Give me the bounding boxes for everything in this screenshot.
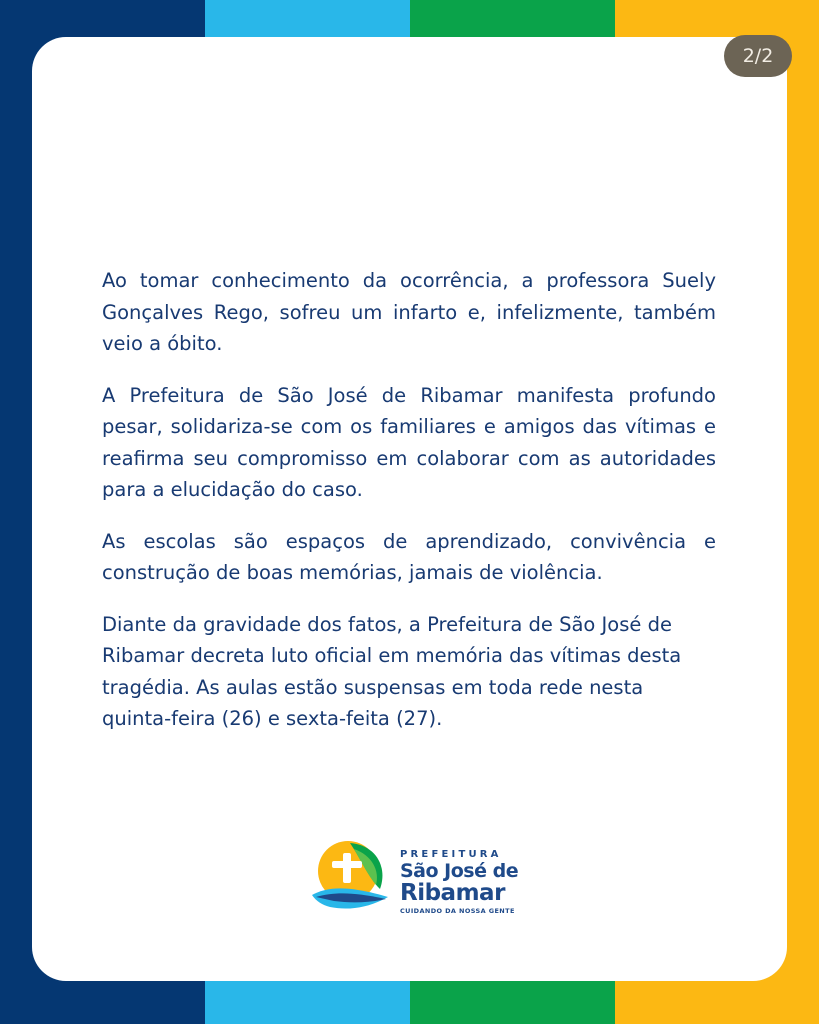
logo-wordmark (400, 849, 520, 915)
paragraph-2: A Prefeitura de São José de Ribamar manifesta profundo pesar, solidariza-se com os familiares e amigos das vítimas e reafirma seu compromisso em colaborar com as autoridades para a elucidação do caso. (102, 383, 716, 501)
logo-prefix: PREFEITURA (400, 849, 502, 860)
page-indicator-badge (724, 35, 792, 77)
logo-name-line1: São José de (400, 860, 519, 882)
content-card (32, 37, 787, 981)
statement-text (102, 265, 716, 755)
bottom-green-band (410, 978, 615, 1024)
ribamar-logo-mark-icon (310, 837, 394, 917)
bottom-sky-band (205, 978, 410, 1024)
top-green-band (410, 0, 615, 40)
page-indicator-text: 2/2 (742, 45, 774, 67)
paragraph-1: Ao tomar conhecimento da ocorrência, a professora Suely Gonçalves Rego, sofreu um infarto e, infelizmente, também veio a óbito. (102, 269, 716, 355)
paragraph-3: As escolas são espaços de aprendizado, convivência e construção de boas memórias, jamais de violência. (102, 529, 716, 584)
logo-name-line2: Ribamar (400, 880, 505, 906)
prefeitura-logo (310, 837, 520, 917)
top-sky-band (205, 0, 410, 40)
logo-tagline: CUIDANDO DA NOSSA GENTE (400, 907, 515, 915)
paragraph-4: Diante da gravidade dos fatos, a Prefeitura de São José de Ribamar decreta luto oficial em memória das vítimas desta tragédia. As aulas estão suspensas em toda rede nesta quinta-feira (26) e sexta-feita (27). (102, 612, 682, 730)
